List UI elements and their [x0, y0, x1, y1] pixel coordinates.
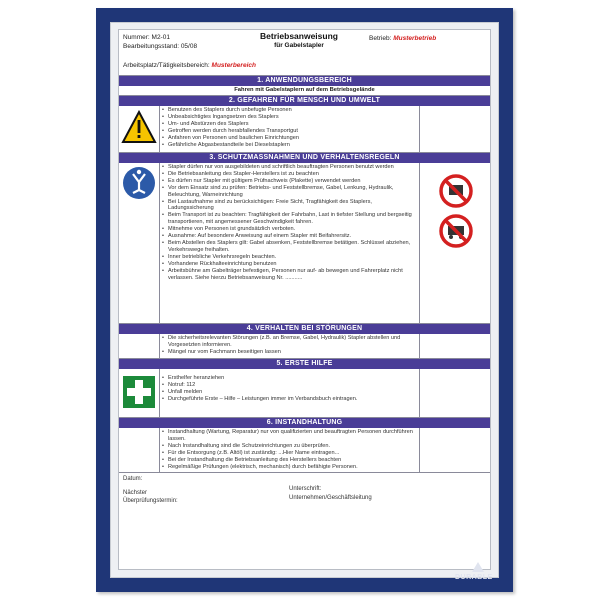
list-item: • Beim Abstellen des Staplers gilt: Gabel absenken, Feststellbremse betätigen. Schlüssel abziehen, Verkehrswege freihalten.: [162, 240, 416, 254]
section-6-right-cell: [419, 428, 491, 472]
next-label: Nächster: [123, 490, 148, 496]
list-item: • Vor dem Einsatz sind zu prüfen: Betriebs- und Feststellbremse, Gabel, Lenkung, Hydraulik, Beleuchtung, Warneinrichtung: [162, 185, 416, 199]
list-item: • Bei der Instandhaltung die Betriebsanleitung des Herstellers beachten: [162, 457, 416, 464]
section-1-heading: 1. ANWENDUNGSBEREICH: [119, 76, 490, 86]
signature-label: Unterschrift:: [289, 486, 322, 492]
page-title: Betriebsanweisung: [260, 31, 338, 41]
list-item: • Für die Entsorgung (z.B. Altöl) ist zuständig: ...Hier Name eintragen...: [162, 450, 416, 457]
section-5-icon-cell: [119, 369, 160, 417]
section-6-row: [119, 428, 490, 473]
list-item: • Durchgeführte Erste – Hilfe – Leistungen immer im Verbandsbuch eintragen.: [162, 396, 416, 403]
company-field: [369, 35, 436, 42]
brand-label: DURABLE: [455, 574, 493, 581]
section-4-icon-cell: [119, 334, 160, 358]
workplace-value: Musterbereich: [211, 62, 256, 69]
date-label: Datum:: [123, 476, 143, 482]
list-item: • Beim Transport ist zu beachten: Tragfähigkeit der Fahrbahn, Last in tiefster Stellung und bergseitig transportieren, mit angemessener Geschwindigkeit fahren.: [162, 212, 416, 226]
list-item: • Gefährliche Abgasbestandteile bei Dieselstaplern: [162, 142, 416, 149]
no-passengers-icon: [441, 216, 471, 246]
durable-logo-icon: [472, 562, 484, 572]
header-title-block: [239, 32, 359, 50]
list-item: • Mängel nur vom Fachmann beseitigen lassen: [162, 349, 416, 356]
section-3-row: [119, 163, 490, 324]
list-item: • Ersthelfer heranziehen: [162, 375, 416, 382]
section-5-right-cell: [419, 369, 491, 417]
section-6-icon-cell: [119, 428, 160, 472]
section-4-right-cell: [419, 334, 491, 358]
sheet-header: [119, 30, 490, 76]
instruction-sheet: [118, 29, 491, 570]
company-label: Betrieb:: [369, 35, 392, 42]
section-3-right-cell: [419, 163, 491, 323]
list-item: • Stapler dürfen nur von ausgebildeten und schriftlich beauftragten Personen benutzt werden: [162, 164, 416, 171]
list-item: • Ausnahme: Auf besondere Anweisung auf einem Stapler mit Beifahrersitz.: [162, 233, 416, 240]
section-5-heading: 5. ERSTE HILFE: [119, 359, 490, 369]
section-1-text: Fahren mit Gabelstaplern auf dem Betriebsgelände: [119, 86, 490, 96]
section-2-right-cell: [419, 106, 491, 152]
list-item: • Mitnehme von Personen ist grundsätzlich verboten.: [162, 226, 416, 233]
list-item: • Unfall melden: [162, 389, 416, 396]
section-2-row: [119, 106, 490, 153]
list-item: • Regelmäßige Prüfungen (elektrisch, mechanisch) durch befähigte Personen.: [162, 464, 416, 471]
edit-state-label: Bearbeitungsstand: 05/08: [123, 43, 198, 50]
company-value: Musterbetrieb: [393, 35, 437, 42]
list-item: • Notruf: 112: [162, 382, 416, 389]
check-label: Überprüfungstermin:: [123, 498, 178, 504]
list-item: • Es dürfen nur Stapler mit gültigem Prüfnachweis (Plakette) verwendet werden: [162, 178, 416, 185]
header-left: [123, 33, 197, 51]
prohibition-icons: [420, 163, 491, 253]
list-item: • Instandhaltung (Wartung, Reparatur) nur von qualifizierten und beauftragten Personen durchführen lassen.: [162, 429, 416, 443]
list-item: • Bei Lastaufnahme sind zu berücksichtigen: Freie Sicht, Tragfähigkeit des Staplers, Ladungssicherung: [162, 199, 416, 213]
poster-frame: [96, 8, 513, 592]
no-pedestrians-icon: [441, 176, 471, 206]
section-4-row: [119, 334, 490, 359]
list-item: • Anfahren von Personen und baulichen Einrichtungen: [162, 135, 416, 142]
section-3-icon-cell: [119, 163, 160, 323]
workplace-field: [123, 62, 256, 69]
poster-insert: [110, 22, 499, 578]
section-5-row: [119, 369, 490, 418]
section-2-list: [162, 107, 416, 148]
number-label: Nummer: M2-01: [123, 34, 170, 41]
list-item: • Um- und Abstürzen des Staplers: [162, 121, 416, 128]
section-2-heading: 2. GEFAHREN FÜR MENSCH UND UMWELT: [119, 96, 490, 106]
section-6-heading: 6. INSTANDHALTUNG: [119, 418, 490, 428]
forklift-mandatory-icon: [119, 163, 159, 203]
section-6-list: [162, 429, 416, 470]
section-3-list: [162, 164, 416, 281]
section-4-list: [162, 335, 416, 356]
list-item: • Getroffen werden durch herabfallendes Transportgut: [162, 128, 416, 135]
entrepreneur-label: Unternehmen/Geschäftsleitung: [289, 495, 372, 501]
workplace-label: Arbeitsplatz/Tätigkeitsbereich:: [123, 62, 210, 69]
list-item: • Die sicherheitsrelevanten Störungen (z.B. an Bremse, Gabel, Hydraulik) Stapler abstellen und Vorgesetzten informieren.: [162, 335, 416, 349]
section-2-icon-cell: [119, 106, 160, 152]
list-item: • Nach Instandhaltung sind die Schutzeinrichtungen zu überprüfen.: [162, 443, 416, 450]
list-item: • Vorhandene Rückhalteeinrichtung benutzen: [162, 261, 416, 268]
section-3-heading: 3. SCHUTZMASSNAHMEN UND VERHALTENSREGELN: [119, 153, 490, 163]
list-item: • Unbeabsichtigtes Ingangsetzen des Staplers: [162, 114, 416, 121]
warning-triangle-icon: [119, 106, 159, 150]
page-subtitle: für Gabelstapler: [274, 42, 324, 49]
list-item: • Benutzen des Staplers durch unbefugte Personen: [162, 107, 416, 114]
signature-footer: [119, 474, 490, 543]
section-4-heading: 4. VERHALTEN BEI STÖRUNGEN: [119, 324, 490, 334]
section-5-list: [162, 375, 416, 403]
list-item: • Die Betriebsanleitung des Stapler-Herstellers ist zu beachten: [162, 171, 416, 178]
list-item: • Inner betriebliche Verkehrsregeln beachten.: [162, 254, 416, 261]
list-item: • Arbeitsbühne am Gabelträger befestigen, Personen nur auf- ab bewegen und Fahrerplatz nicht verlassen. Siehe hierzu Betriebsanweisung Nr. ...........: [162, 268, 416, 282]
first-aid-icon: [119, 369, 159, 415]
